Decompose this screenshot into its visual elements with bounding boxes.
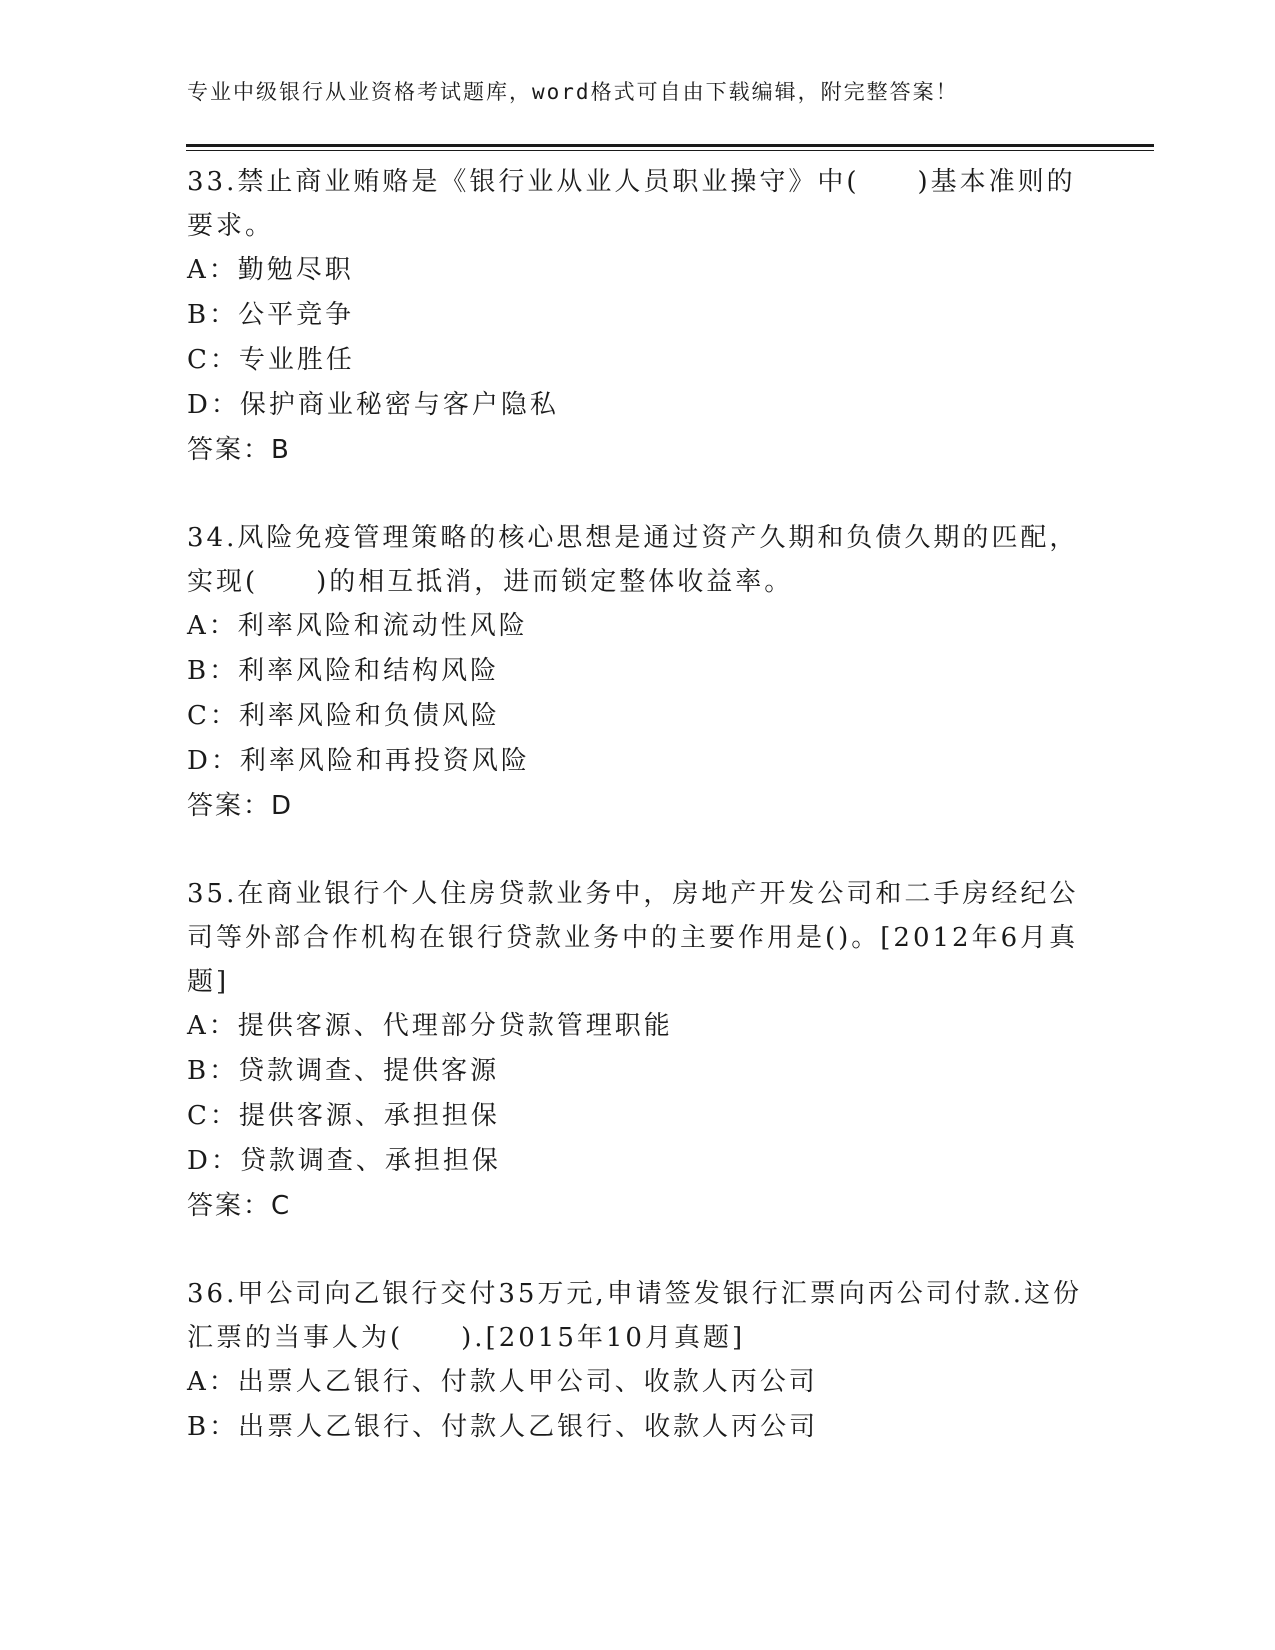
option-a: A：出票人乙银行、付款人甲公司、收款人丙公司 [187,1367,818,1397]
option-a: A：提供客源、代理部分贷款管理职能 [187,1011,673,1041]
question-text: 35.在商业银行个人住房贷款业务中，房地产开发公司和二手房经纪公司等外部合作机构在银行贷款业务中的主要作用是()。[2012年6月真题] [187,879,1079,997]
question-text: 36.甲公司向乙银行交付35万元,申请签发银行汇票向丙公司付款.这份汇票的当事人为( ).[2015年10月真题] [187,1279,1082,1353]
option-a: A：勤勉尽职 [187,255,354,285]
header-divider-thick [186,144,1154,147]
question-35 [187,872,1087,1228]
option-c: C：提供客源、承担担保 [187,1101,500,1131]
option-d: D：利率风险和再投资风险 [187,746,530,776]
header-divider-thin [186,150,1154,151]
option-d: D：贷款调查、承担担保 [187,1146,501,1176]
question-text: 33.禁止商业贿赂是《银行业从业人员职业操守》中( )基本准则的要求。 [187,167,1076,241]
option-b: B：出票人乙银行、付款人乙银行、收款人丙公司 [187,1412,819,1442]
answer: 答案：C [187,1191,292,1221]
option-b: B：贷款调查、提供客源 [187,1056,500,1086]
question-text: 34.风险免疫管理策略的核心思想是通过资产久期和负债久期的匹配，实现( )的相互抵消，进而锁定整体收益率。 [187,523,1079,597]
question-list [187,160,1087,1494]
question-36 [187,1272,1087,1450]
answer: 答案：D [187,791,294,821]
option-b: B：利率风险和结构风险 [187,656,500,686]
question-33 [187,160,1087,472]
option-c: C：利率风险和负债风险 [187,701,500,731]
question-34 [187,516,1087,828]
option-a: A：利率风险和流动性风险 [187,611,528,641]
option-d: D：保护商业秘密与客户隐私 [187,390,559,420]
page-header: 专业中级银行从业资格考试题库，word格式可自由下载编辑，附完整答案！ [187,80,959,104]
option-b: B：公平竞争 [187,300,355,330]
option-c: C：专业胜任 [187,345,355,375]
answer: 答案：B [187,435,291,465]
